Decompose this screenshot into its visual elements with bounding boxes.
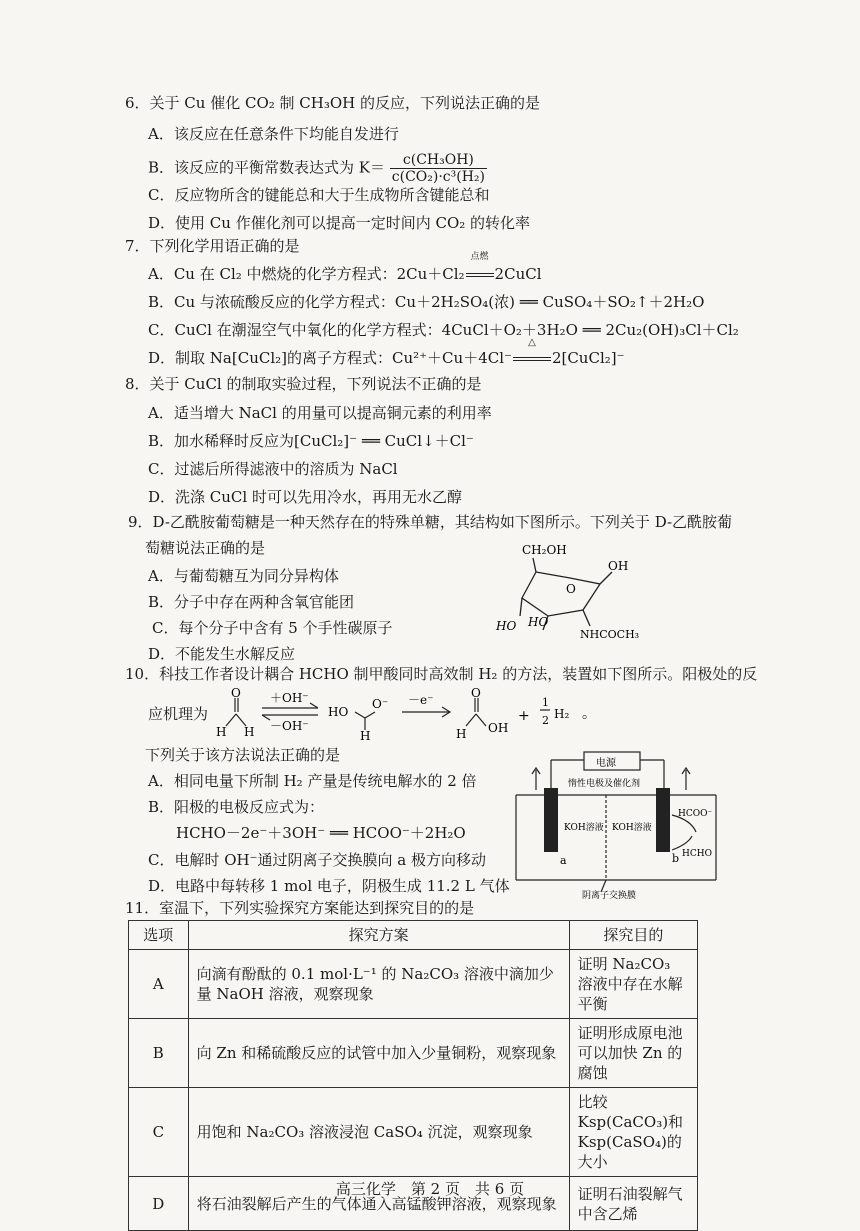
fraction-numerator: c(CH₃OH)	[390, 152, 487, 169]
electrolysis-device	[506, 740, 726, 900]
row-c-plan: 用饱和 Na₂CO₃ 溶液浸泡 CaSO₄ 沉淀，观察现象	[188, 1088, 569, 1177]
mech-h2: H₂	[554, 707, 570, 721]
q10-option-a: A．相同电量下所制 H₂ 产量是传统电解水的 2 倍	[148, 772, 477, 790]
q9-stem-line1: 9．D-乙酰胺葡萄糖是一种天然存在的特殊单糖，其结构如下图所示。下列关于 D-乙酰胺葡	[128, 513, 733, 531]
mech-o-minus: O⁻	[372, 697, 389, 711]
electrode-a	[544, 788, 558, 852]
row-c-option: C	[129, 1088, 189, 1177]
label-a: a	[560, 854, 567, 867]
q8-option-c: C．过滤后所得滤液中的溶质为 NaCl	[148, 460, 398, 478]
q7-option-c: C．CuCl 在潮湿空气中氧化的化学方程式：4CuCl＋O₂＋3H₂O ══ 2Cu₂(OH)₃Cl＋Cl₂	[148, 321, 739, 339]
q10-sub: 下列关于该方法说法正确的是	[145, 746, 341, 764]
q10-option-b-equation: HCHO－2e⁻＋3OH⁻ ══ HCOO⁻＋2H₂O	[176, 824, 466, 842]
label-b: b	[672, 852, 680, 865]
mech-half-num: 1	[542, 696, 549, 709]
mech-minus-e: －e⁻	[408, 693, 434, 707]
fraction-denominator: c(CO₂)·c³(H₂)	[391, 169, 485, 185]
header-goal: 探究目的	[569, 921, 697, 950]
mech-plus-oh: ＋OH⁻	[270, 691, 309, 705]
label-nhcoch3: NHCOCH₃	[580, 628, 640, 641]
row-d-option: D	[129, 1177, 189, 1231]
label-koh-right: KOH溶液	[612, 823, 652, 833]
q9-option-b: B．分子中存在两种含氧官能团	[148, 593, 355, 611]
equilibrium-constant-fraction	[390, 152, 487, 185]
reaction-arrow-heat	[512, 337, 552, 368]
q6-option-d: D．使用 Cu 作催化剂可以提高一定时间内 CO₂ 的转化率	[148, 214, 531, 232]
row-d-goal: 证明石油裂解气中含乙烯	[569, 1177, 697, 1231]
mech-oh: OH	[488, 721, 509, 735]
q7-option-b: B．Cu 与浓硫酸反应的化学方程式：Cu＋2H₂SO₄(浓) ══ CuSO₄＋SO₂↑＋2H₂O	[148, 293, 705, 311]
label-hcho: HCHO	[682, 849, 712, 859]
q10-option-b: B．阳极的电极反应式为：	[148, 798, 325, 816]
label-membrane: 阴离子交换膜	[582, 891, 637, 900]
row-b-goal: 证明形成原电池可以加快 Zn 的腐蚀	[569, 1019, 697, 1088]
header-plan: 探究方案	[188, 921, 569, 950]
anode-mechanism	[210, 688, 630, 742]
q7-stem: 7．下列化学用语正确的是	[125, 237, 300, 255]
table-row	[129, 1088, 698, 1177]
q10-option-c: C．电解时 OH⁻通过阴离子交换膜向 a 极方向移动	[148, 851, 487, 869]
label-ho-mid: HO	[528, 615, 549, 629]
table-row	[129, 950, 698, 1019]
mech-h-3: H	[360, 729, 371, 742]
q6-option-a: A．该反应在任意条件下均能自发进行	[148, 125, 399, 143]
header-option: 选项	[129, 921, 189, 950]
label-electrode: 惰性电极及催化剂	[568, 779, 641, 789]
mech-plus: +	[518, 708, 530, 724]
table-header-row	[129, 921, 698, 950]
mech-h-2: H	[244, 725, 255, 739]
label-oh: OH	[608, 559, 629, 573]
label-ring-o: O	[566, 582, 576, 596]
q6-option-b-prefix: B．该反应的平衡常数表达式为 K＝	[148, 158, 385, 177]
q8-stem: 8．关于 CuCl 的制取实验过程，下列说法不正确的是	[125, 375, 482, 393]
q8-option-a: A．适当增大 NaCl 的用量可以提高铜元素的利用率	[148, 404, 492, 422]
mech-ho: HO	[328, 705, 349, 719]
mech-end: 。	[582, 706, 596, 722]
q7-option-a-text: A．Cu 在 Cl₂ 中燃烧的化学方程式：2Cu＋Cl₂	[148, 265, 465, 283]
condition-ignite: 点燃	[470, 252, 489, 262]
q6-stem: 6．关于 Cu 催化 CO₂ 制 CH₃OH 的反应，下列说法正确的是	[125, 94, 541, 112]
page-footer: 高三化学 第 2 页 共 6 页	[335, 1180, 525, 1198]
q7-option-a-product: 2CuCl	[494, 265, 542, 283]
mech-minus-oh: －OH⁻	[270, 719, 309, 733]
q10-stem-line2: 应机理为	[148, 705, 209, 723]
label-ho-left: HO	[496, 619, 517, 633]
q9-option-c: C．每个分子中含有 5 个手性碳原子	[152, 619, 393, 637]
label-power: 电源	[596, 758, 616, 769]
mech-half-den: 2	[542, 714, 549, 727]
row-b-plan: 向 Zn 和稀硫酸反应的试管中加入少量铜粉，观察现象	[188, 1019, 569, 1088]
row-b-option: B	[129, 1019, 189, 1088]
q8-option-d: D．洗涤 CuCl 时可以先用冷水，再用无水乙醇	[148, 488, 462, 506]
mech-h-1: H	[216, 725, 227, 739]
mech-o-1: O	[231, 688, 241, 700]
q7-option-d-product: 2[CuCl₂]⁻	[551, 349, 625, 367]
row-a-plan: 向滴有酚酞的 0.1 mol·L⁻¹ 的 Na₂CO₃ 溶液中滴加少量 NaOH 溶液，观察现象	[188, 950, 569, 1019]
q10-option-d: D．电路中每转移 1 mol 电子，阴极生成 11.2 L 气体	[148, 877, 510, 895]
q7-option-d	[148, 337, 625, 368]
table-row	[129, 1019, 698, 1088]
electrode-b	[656, 788, 670, 852]
q9-option-d: D．不能发生水解反应	[148, 645, 296, 663]
label-koh-left: KOH溶液	[564, 823, 604, 833]
row-d-plan: 将石油裂解后产生的气体通入高锰酸钾溶液，观察现象	[188, 1177, 569, 1231]
q11-stem: 11．室温下，下列实验探究方案能达到探究目的的是	[125, 899, 475, 917]
row-c-goal: 比较 Ksp(CaCO₃)和 Ksp(CaSO₄)的大小	[569, 1088, 697, 1177]
reaction-arrow-ignite	[465, 252, 495, 284]
row-a-goal: 证明 Na₂CO₃ 溶液中存在水解平衡	[569, 950, 697, 1019]
q8-option-b: B．加水稀释时反应为[CuCl₂]⁻ ══ CuCl↓＋Cl⁻	[148, 432, 474, 450]
q10-stem-line1: 10．科技工作者设计耦合 HCHO 制甲酸同时高效制 H₂ 的方法，装置如下图所示。阳极处的反	[125, 665, 758, 683]
row-a-option: A	[129, 950, 189, 1019]
q9-stem-line2: 萄糖说法正确的是	[145, 539, 266, 557]
glucosamine-structure	[488, 538, 678, 648]
q7-option-a	[148, 252, 542, 284]
label-hcoo: HCOO⁻	[678, 809, 713, 819]
mech-o-2: O	[471, 688, 481, 700]
condition-heat: △	[528, 337, 536, 348]
mech-h-4: H	[456, 727, 467, 741]
q6-option-c: C．反应物所含的键能总和大于生成物所含键能总和	[148, 186, 490, 204]
q7-option-d-text: D．制取 Na[CuCl₂]的离子方程式：Cu²⁺＋Cu＋4Cl⁻	[148, 349, 512, 367]
label-ch2oh: CH₂OH	[522, 543, 567, 557]
q9-option-a: A．与葡萄糖互为同分异构体	[148, 567, 339, 585]
q6-option-b	[148, 152, 487, 185]
